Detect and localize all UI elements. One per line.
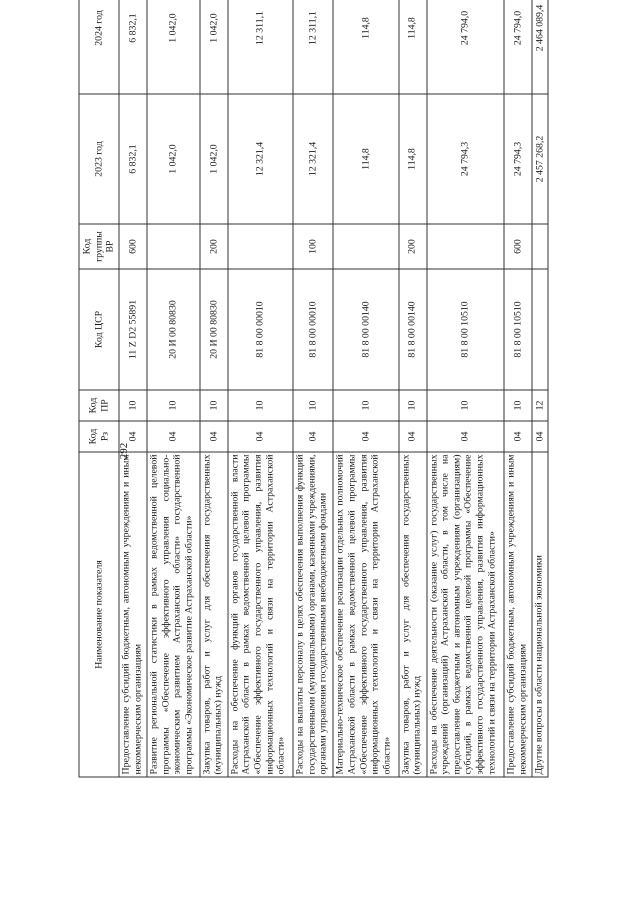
header-rz: Код Рз xyxy=(79,421,119,452)
cell-name: Предоставление субсидий бюджетным, автономным учреждениям и иным некоммерческим организациям xyxy=(504,452,532,777)
cell-2024: 12 311,1 xyxy=(293,0,333,94)
cell-csr: 81 8 00 00140 xyxy=(399,269,427,390)
cell-2023: 12 321,4 xyxy=(228,94,293,224)
cell-csr: 81 8 00 00010 xyxy=(293,269,333,390)
cell-pr: 10 xyxy=(147,390,200,421)
cell-rz: 04 xyxy=(532,421,548,452)
header-2024: 2024 год xyxy=(79,0,119,94)
cell-rz: 04 xyxy=(200,421,228,452)
cell-2024: 12 311,1 xyxy=(228,0,293,94)
cell-rz: 04 xyxy=(333,421,398,452)
cell-pr: 10 xyxy=(427,390,505,421)
cell-name: Другие вопросы в области национальной экономики xyxy=(532,452,548,777)
cell-2023: 24 794,3 xyxy=(427,94,505,224)
cell-2023: 114,8 xyxy=(399,94,427,224)
cell-rz: 04 xyxy=(293,421,333,452)
cell-2023: 2 457 268,2 xyxy=(532,94,548,224)
cell-csr: 81 8 00 10510 xyxy=(504,269,532,390)
cell-pr: 12 xyxy=(532,390,548,421)
header-name: Наименование показателя xyxy=(79,452,119,777)
cell-2024: 1 042,0 xyxy=(200,0,228,94)
cell-2024: 114,8 xyxy=(333,0,398,94)
cell-2023: 24 794,3 xyxy=(504,94,532,224)
cell-pr: 10 xyxy=(293,390,333,421)
cell-pr: 10 xyxy=(504,390,532,421)
cell-2024: 24 794,0 xyxy=(504,0,532,94)
cell-2023: 1 042,0 xyxy=(147,94,200,224)
cell-rz: 04 xyxy=(119,421,147,452)
cell-vr xyxy=(532,224,548,269)
table-row xyxy=(228,0,293,777)
cell-name: Закупка товаров, работ и услуг для обеспечения государственных (муниципальных) нужд xyxy=(200,452,228,777)
table-row xyxy=(200,0,228,777)
cell-name: Расходы на выплаты персоналу в целях обеспечения выполнения функций государственными (муниципальными) органами, казенными учреждениями, органами управления государственными внебюджетными фондами xyxy=(293,452,333,777)
page-number: 292 xyxy=(118,442,130,460)
cell-2024: 6 832,1 xyxy=(119,0,147,94)
header-vr: Код группы ВР xyxy=(79,224,119,269)
cell-2024: 2 464 089,4 xyxy=(532,0,548,94)
cell-vr: 600 xyxy=(119,224,147,269)
cell-csr: 20 И 00 80830 xyxy=(200,269,228,390)
cell-name: Закупка товаров, работ и услуг для обеспечения государственных (муниципальных) нужд xyxy=(399,452,427,777)
table-row xyxy=(427,0,505,777)
cell-csr: 81 8 00 00140 xyxy=(333,269,398,390)
table-row xyxy=(333,0,398,777)
cell-csr: 81 8 00 10510 xyxy=(427,269,505,390)
cell-name: Развитие региональной статистики в рамках ведомственной целевой программы «Обеспечение эффективного управления социально-экономическим развитием Астраханской области» государственной программы «Экономическое развитие Астраханской области» xyxy=(147,452,200,777)
cell-csr xyxy=(532,269,548,390)
cell-vr xyxy=(228,224,293,269)
cell-rz: 04 xyxy=(147,421,200,452)
cell-vr: 600 xyxy=(504,224,532,269)
header-row xyxy=(79,0,119,777)
table-row xyxy=(399,0,427,777)
cell-csr: 11 Z D2 55891 xyxy=(119,269,147,390)
cell-pr: 10 xyxy=(399,390,427,421)
cell-vr: 200 xyxy=(200,224,228,269)
cell-name: Расходы на обеспечение функций органов государственной власти Астраханской области в рамках ведомственной целевой программы «Обеспечение эффективного государственного управления, развития информационных технологий и связи на территории Астраханской области» xyxy=(228,452,293,777)
budget-table xyxy=(79,0,549,778)
cell-2024: 24 794,0 xyxy=(427,0,505,94)
rotated-table-wrapper xyxy=(79,0,549,778)
table-row xyxy=(119,0,147,777)
cell-rz: 04 xyxy=(427,421,505,452)
cell-vr xyxy=(333,224,398,269)
cell-vr: 100 xyxy=(293,224,333,269)
cell-name: Материально-техническое обеспечение реализации отдельных полномочий Астраханской области в рамках ведомственной целевой программы «Обеспечение эффективного государственного управления, развития информационных технологий и связи на территории Астраханской области» xyxy=(333,452,398,777)
header-2023: 2023 год xyxy=(79,94,119,224)
cell-2023: 6 832,1 xyxy=(119,94,147,224)
header-pr: Код ПР xyxy=(79,390,119,421)
cell-csr: 81 8 00 00010 xyxy=(228,269,293,390)
table-row xyxy=(504,0,532,777)
cell-2023: 12 321,4 xyxy=(293,94,333,224)
cell-vr: 200 xyxy=(399,224,427,269)
cell-rz: 04 xyxy=(399,421,427,452)
cell-vr xyxy=(427,224,505,269)
table-row xyxy=(532,0,548,777)
cell-pr: 10 xyxy=(119,390,147,421)
cell-pr: 10 xyxy=(228,390,293,421)
cell-pr: 10 xyxy=(333,390,398,421)
cell-name: Расходы на обеспечение деятельности (оказание услуг) государственных учреждений (организаций) Астраханской области, в том числе на предоставление бюджетным и автономным учреждениям (организациям) субсидий, в рамках ведомственной целевой программы «Обеспечение эффективного государственного управления, развития информационных технологий и связи на территории Астраханской области» xyxy=(427,452,505,777)
table-row xyxy=(147,0,200,777)
cell-2023: 1 042,0 xyxy=(200,94,228,224)
cell-2024: 114,8 xyxy=(399,0,427,94)
cell-csr: 20 И 00 80830 xyxy=(147,269,200,390)
cell-name: Предоставление субсидий бюджетным, автономным учреждениям и иным некоммерческим организациям xyxy=(119,452,147,777)
table-row xyxy=(293,0,333,777)
cell-rz: 04 xyxy=(228,421,293,452)
header-csr: Код ЦСР xyxy=(79,269,119,390)
cell-pr: 10 xyxy=(200,390,228,421)
cell-rz: 04 xyxy=(504,421,532,452)
cell-2024: 1 042,0 xyxy=(147,0,200,94)
cell-2023: 114,8 xyxy=(333,94,398,224)
cell-vr xyxy=(147,224,200,269)
